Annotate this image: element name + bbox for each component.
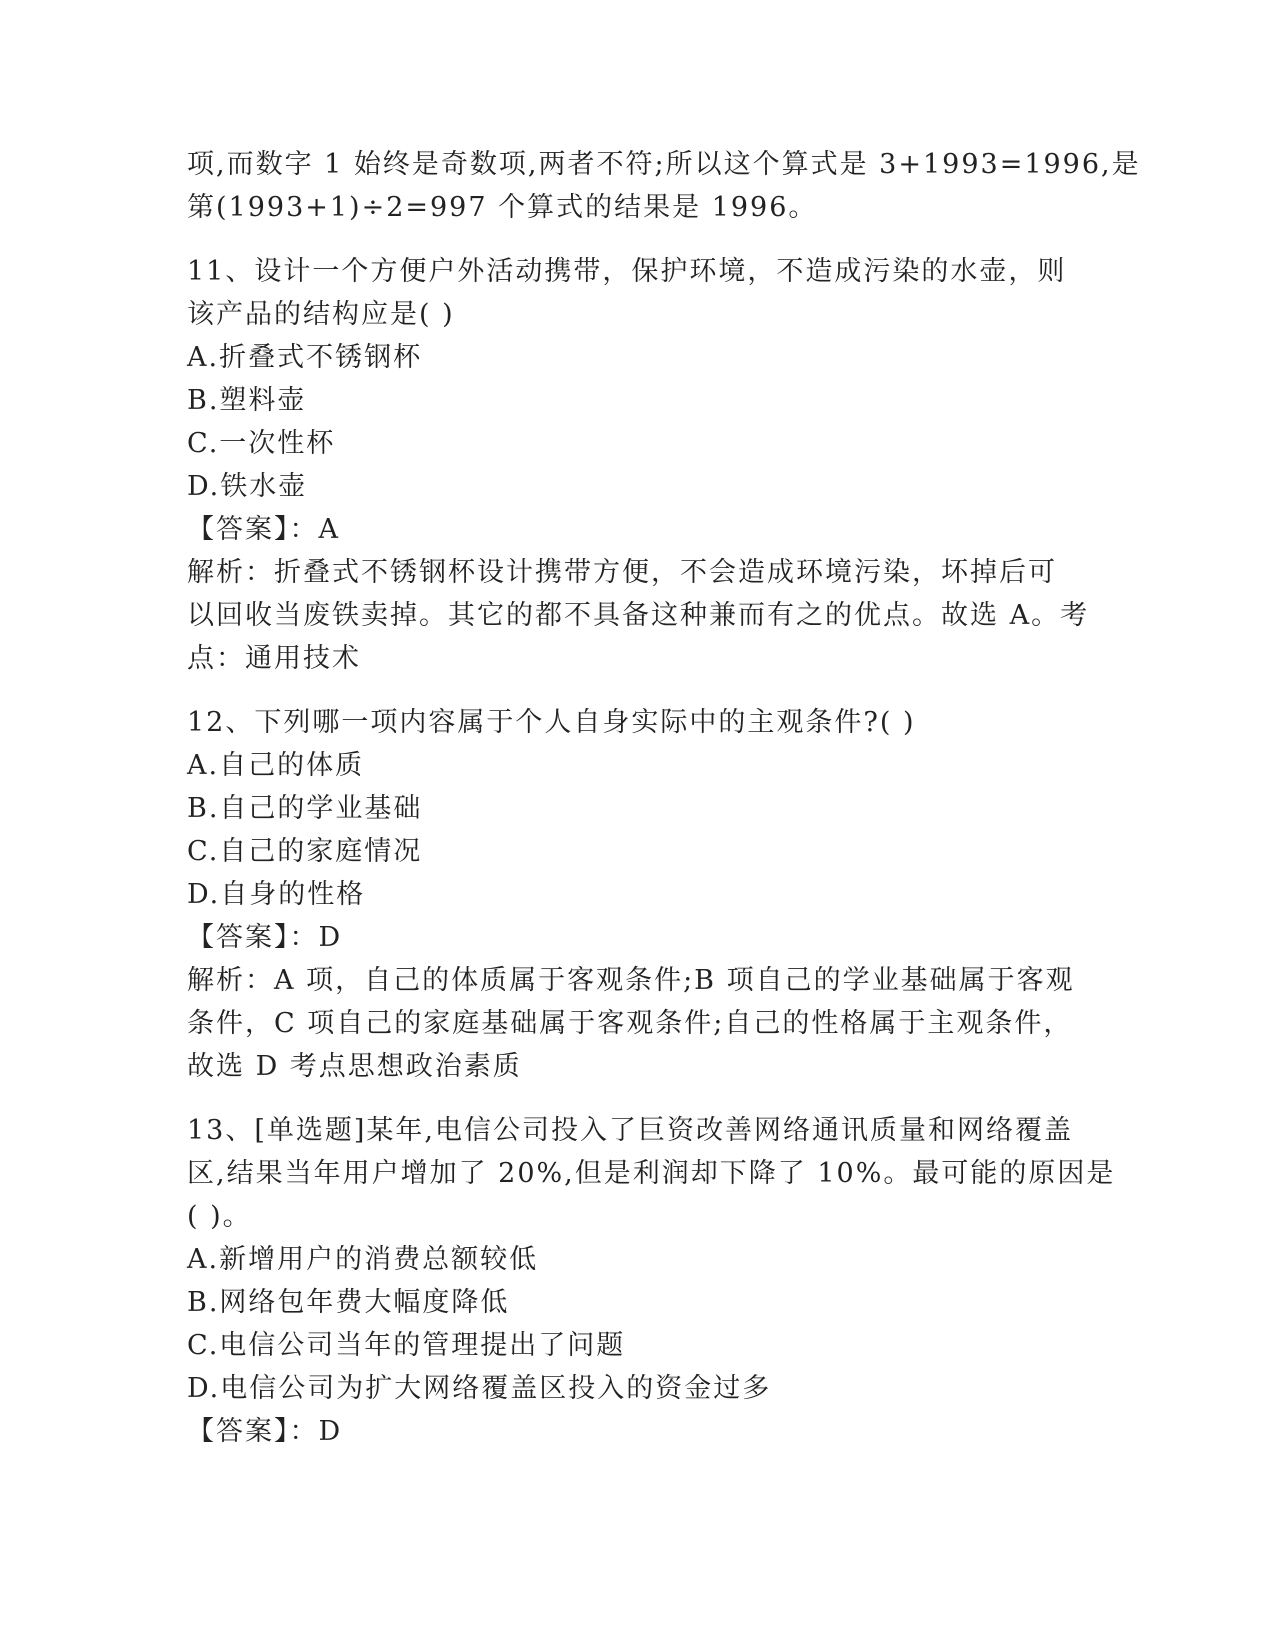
option-d: D.自身的性格 [187,879,366,910]
text-line: 第(1993+1)÷2=997 个算式的结果是 1996。 [187,192,818,223]
question-stem: ( )。 [187,1201,252,1232]
question-12 [187,701,1087,1088]
option-b: B.塑料壶 [187,385,307,416]
explanation-line: 解析：折叠式不锈钢杯设计携带方便，不会造成环境污染，坏掉后可 [187,557,1057,588]
explanation-line: 解析：A 项，自己的体质属于客观条件;B 项自己的学业基础属于客观 [187,965,1075,996]
question-stem: 13、[单选题]某年,电信公司投入了巨资改善网络通讯质量和网络覆盖 [187,1115,1074,1146]
answer-line: 【答案】：A [187,514,340,545]
option-a: A.自己的体质 [187,750,365,781]
intro-paragraph [187,143,1141,229]
option-c: C.自己的家庭情况 [187,836,423,867]
explanation-line: 故选 D 考点思想政治素质 [187,1051,522,1082]
explanation-line: 条件，C 项自己的家庭基础属于客观条件;自己的性格属于主观条件， [187,1008,1073,1039]
question-stem: 该产品的结构应是( ) [187,299,455,330]
question-stem: 12、下列哪一项内容属于个人自身实际中的主观条件?( ) [187,707,916,738]
explanation-line: 点：通用技术 [187,643,361,674]
option-d: D.铁水壶 [187,471,308,502]
text-line: 项,而数字 1 始终是奇数项,两者不符;所以这个算式是 3+1993=1996,是 [187,149,1141,180]
question-stem: 11、设计一个方便户外活动携带，保护环境，不造成污染的水壶，则 [187,256,1067,287]
option-c: C.一次性杯 [187,428,336,459]
question-13 [187,1109,1116,1453]
option-b: B.自己的学业基础 [187,793,423,824]
option-a: A.新增用户的消费总额较低 [187,1244,539,1275]
answer-line: 【答案】：D [187,1416,343,1447]
explanation-line: 以回收当废铁卖掉。其它的都不具备这种兼而有之的优点。故选 A。考 [187,600,1090,631]
option-d: D.电信公司为扩大网络覆盖区投入的资金过多 [187,1373,772,1404]
question-stem: 区,结果当年用户增加了 20%,但是利润却下降了 10%。最可能的原因是 [187,1158,1116,1189]
option-b: B.网络包年费大幅度降低 [187,1287,510,1318]
answer-line: 【答案】：D [187,922,343,953]
question-11 [187,250,1090,680]
document-page [187,143,1141,1453]
option-c: C.电信公司当年的管理提出了问题 [187,1330,626,1361]
option-a: A.折叠式不锈钢杯 [187,342,423,373]
